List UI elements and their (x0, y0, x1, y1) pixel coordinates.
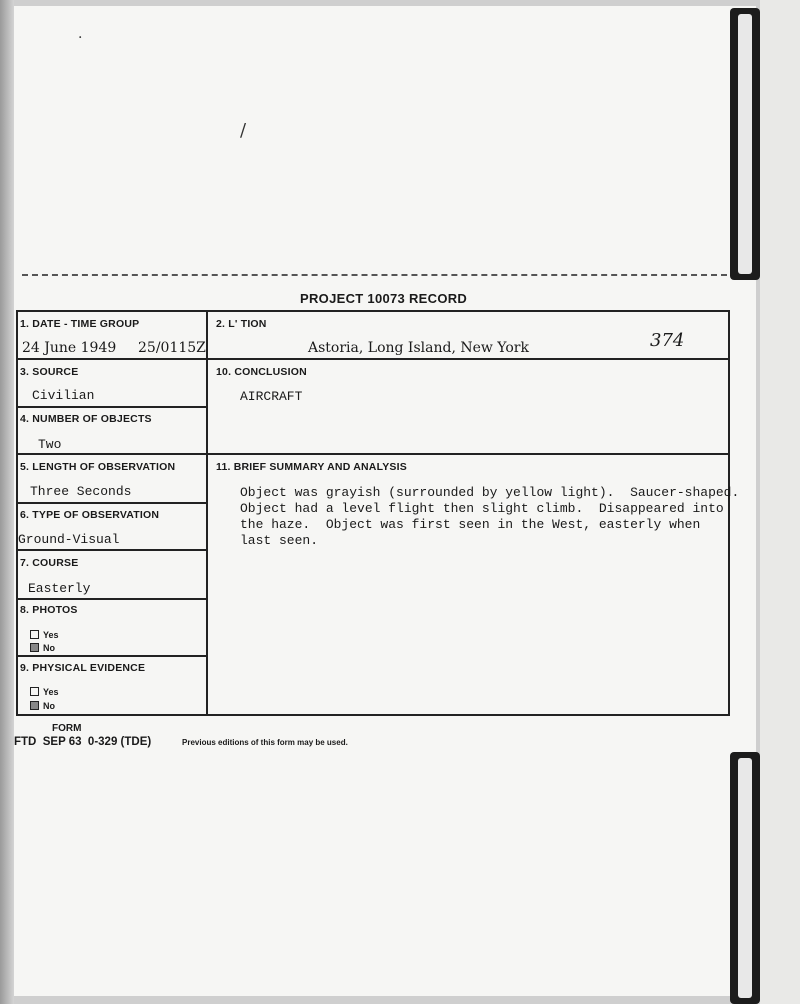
date-value: 24 June 1949 (22, 340, 117, 356)
photos-no-label: No (43, 643, 55, 653)
conclusion-value: AIRCRAFT (240, 389, 303, 404)
row-divider (18, 598, 206, 600)
evidence-yes-label: Yes (43, 687, 59, 697)
location-value: Astoria, Long Island, New York (308, 340, 529, 356)
checked-box-icon (30, 701, 39, 710)
photos-yes-option[interactable] (30, 630, 59, 640)
row-divider (18, 358, 728, 360)
scan-right-strip (760, 0, 800, 1004)
time-value: 25/0115Z (138, 340, 206, 356)
row-divider (18, 406, 206, 408)
source-label: 3. SOURCE (20, 366, 79, 378)
summary-text: Object was grayish (surrounded by yellow light). Saucer-shaped. Object had a level flight then slight climb. Disappeared into the haze. Object was first seen in the West, easterly when last seen. (240, 485, 740, 548)
type-label: 6. TYPE OF OBSERVATION (20, 509, 160, 521)
record-form (16, 310, 740, 716)
perforation-line (22, 274, 727, 276)
conclusion-label: 10. CONCLUSION (216, 366, 307, 378)
photos-label: 8. PHOTOS (20, 604, 78, 616)
row-divider (18, 549, 206, 551)
film-sprocket-top (730, 8, 760, 280)
checked-box-icon (30, 643, 39, 652)
num-objects-value: Two (38, 437, 62, 452)
num-objects-label: 4. NUMBER OF OBJECTS (20, 413, 152, 425)
row-divider (18, 655, 206, 657)
course-value: Easterly (28, 581, 91, 596)
evidence-no-option[interactable] (30, 701, 55, 711)
type-value: Ground-Visual (18, 532, 120, 547)
row-divider (18, 453, 728, 455)
scan-speck: · (78, 30, 83, 46)
scan-stroke: / (240, 120, 247, 141)
evidence-label: 9. PHYSICAL EVIDENCE (20, 662, 146, 674)
date-time-label: 1. DATE - TIME GROUP (20, 318, 140, 330)
evidence-no-label: No (43, 701, 55, 711)
source-value: Civilian (32, 388, 95, 403)
location-label: 2. L' TION (216, 318, 267, 330)
checkbox-icon (30, 630, 39, 639)
form-id: FTD SEP 63 0-329 (TDE) (14, 736, 152, 748)
film-sprocket-bottom (730, 752, 760, 1004)
course-label: 7. COURSE (20, 557, 79, 569)
form-title: PROJECT 10073 RECORD (300, 291, 468, 306)
form-label: FORM (52, 723, 82, 734)
photos-yes-label: Yes (43, 630, 59, 640)
form-note: Previous editions of this form may be used. (182, 738, 348, 747)
checkbox-icon (30, 687, 39, 696)
scan-left-edge (0, 0, 14, 1004)
length-value: Three Seconds (30, 484, 132, 499)
handwritten-number: 374 (650, 330, 685, 351)
column-divider (206, 312, 208, 714)
evidence-yes-option[interactable] (30, 687, 59, 697)
row-divider (18, 502, 206, 504)
photos-no-option[interactable] (30, 643, 55, 653)
summary-label: 11. BRIEF SUMMARY AND ANALYSIS (216, 461, 407, 473)
length-label: 5. LENGTH OF OBSERVATION (20, 461, 176, 473)
